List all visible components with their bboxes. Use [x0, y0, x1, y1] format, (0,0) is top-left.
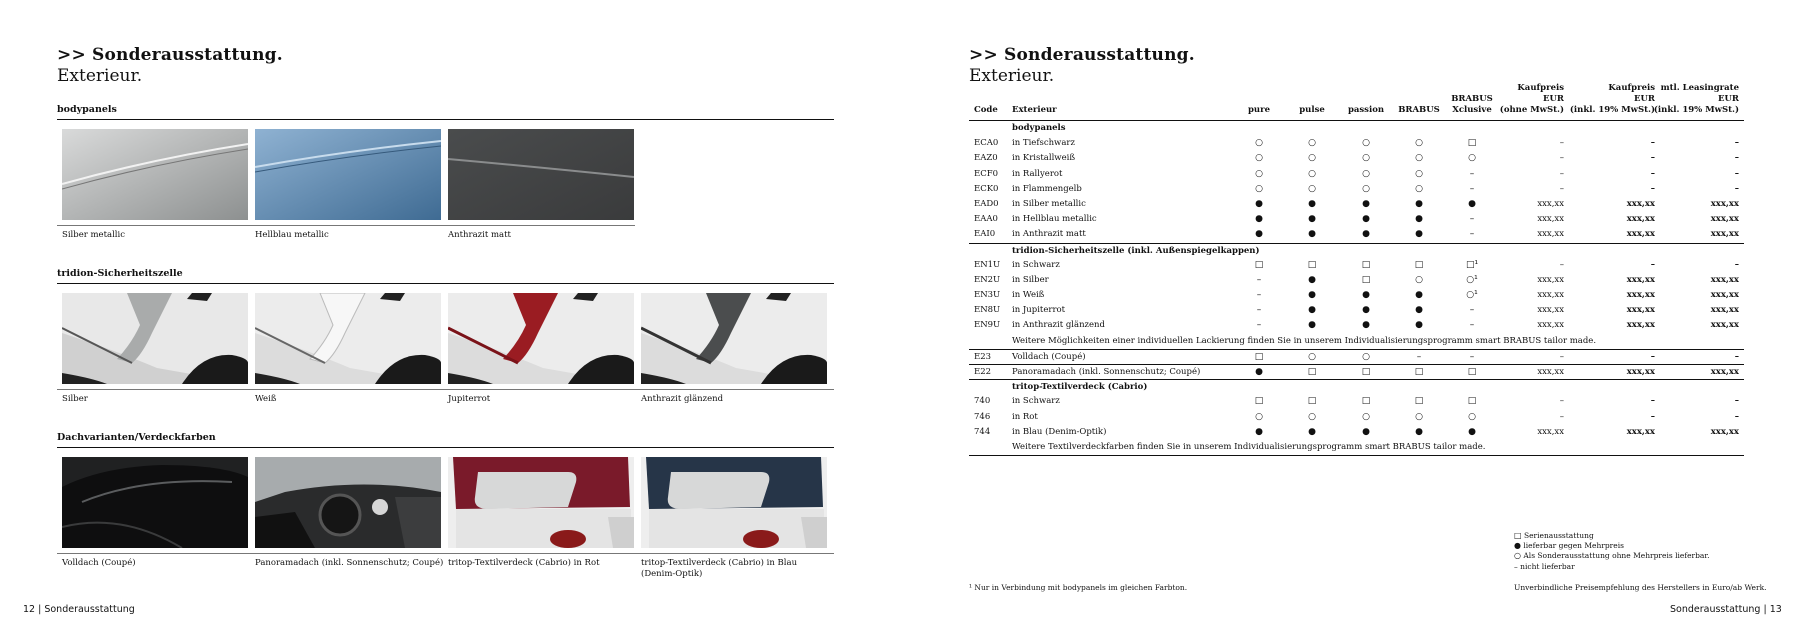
price-note: Unverbindliche Preisempfehlung des Herstellers in Euro/ab Werk. — [1514, 583, 1767, 592]
cell-price: xxx,xx — [1626, 214, 1655, 225]
cell-price: – — [1650, 138, 1655, 149]
option-table — [969, 80, 1744, 456]
cell-code: E22 — [974, 367, 992, 377]
table-row — [969, 227, 1744, 242]
cell-code: EAA0 — [974, 214, 998, 225]
cell-availability: ● — [1362, 305, 1370, 316]
th-pulse: pulse — [1299, 105, 1325, 115]
cell-name: in Rallyerot — [1012, 168, 1063, 179]
cell-price: xxx,xx — [1710, 198, 1739, 209]
legend-nicht: – nicht lieferbar — [1514, 561, 1575, 571]
cell-price: xxx,xx — [1626, 274, 1655, 285]
cell-availability: ○ — [1308, 183, 1316, 194]
cell-price: – — [1559, 396, 1564, 407]
cell-price: – — [1734, 259, 1739, 270]
table-row — [969, 167, 1744, 182]
cell-name: in Anthrazit glänzend — [1012, 320, 1105, 331]
cell-availability: ○ — [1308, 138, 1316, 149]
cell-availability: ● — [1308, 274, 1316, 285]
cell-price: xxx,xx — [1626, 305, 1655, 316]
cell-price: xxx,xx — [1537, 214, 1564, 225]
cell-code: ECF0 — [974, 168, 999, 179]
cell-price: xxx,xx — [1710, 426, 1739, 437]
table-row — [969, 151, 1744, 166]
th-kaufpreis-brutto — [1565, 83, 1655, 116]
cell-price: – — [1559, 411, 1564, 422]
table-row — [969, 303, 1744, 318]
cell-availability: ○ — [1415, 168, 1423, 179]
cell-availability: ○ — [1468, 153, 1476, 164]
cell-price: xxx,xx — [1537, 320, 1564, 331]
cell-code: EN9U — [974, 320, 1001, 331]
cell-price: – — [1559, 168, 1564, 179]
left-title — [57, 45, 283, 87]
cell-price: – — [1650, 259, 1655, 270]
cell-availability: ○ — [1362, 351, 1370, 362]
cell-availability: □ — [1467, 367, 1477, 377]
table-row — [969, 197, 1744, 212]
cell-availability: □ — [1467, 396, 1477, 407]
cell-availability: – — [1469, 305, 1475, 316]
cell-availability: ● — [1415, 320, 1423, 331]
group-title-row — [969, 121, 1744, 136]
cell-availability: ● — [1415, 426, 1423, 437]
cell-availability: ● — [1415, 214, 1423, 225]
th-kp2-c: (inkl. 19% MwSt.) — [1569, 105, 1655, 115]
th-lr-b: EUR — [1718, 94, 1739, 104]
cell-price: – — [1650, 351, 1655, 362]
group-note: Weitere Möglichkeiten einer individuellen Lackierung finden Sie in unserem Individualisierungsprogramm smart BRABUS tailor made. — [1012, 335, 1597, 346]
cell-availability: ● — [1255, 229, 1263, 240]
cell-availability: ○¹ — [1466, 274, 1478, 285]
cell-name: in Tiefschwarz — [1012, 138, 1075, 149]
cell-code: E23 — [974, 351, 992, 362]
cell-availability: □ — [1361, 367, 1371, 377]
th-pure: pure — [1247, 105, 1270, 115]
th-kp1-c: (ohne MwSt.) — [1499, 105, 1564, 115]
cell-name: in Kristallweiß — [1012, 153, 1076, 164]
cell-availability: □ — [1307, 259, 1317, 270]
group-title-row — [969, 243, 1744, 258]
table-row — [969, 318, 1744, 333]
cell-availability: – — [1256, 290, 1262, 301]
cell-availability: – — [1469, 183, 1475, 194]
cell-code: EN2U — [974, 274, 1001, 285]
caption-silber-metallic: Silber metallic — [62, 230, 125, 240]
th-kp1-a: Kaufpreis — [1517, 83, 1564, 93]
bodypanels-row — [57, 121, 834, 240]
legend-serie-symbol: □ — [1514, 531, 1522, 540]
cell-price: – — [1734, 351, 1739, 362]
cell-availability: ○ — [1255, 183, 1263, 194]
section-heading-bodypanels: bodypanels — [57, 104, 834, 120]
cell-price: xxx,xx — [1710, 214, 1739, 225]
cell-price: xxx,xx — [1626, 290, 1655, 301]
cell-availability: ○ — [1308, 153, 1316, 164]
legend — [1514, 531, 1710, 572]
th-lr-a: mtl. Leasingrate — [1660, 83, 1739, 93]
th-kp1-b: EUR — [1543, 94, 1564, 104]
cell-availability: ● — [1255, 367, 1263, 377]
cell-availability: – — [1256, 305, 1262, 316]
note-row — [969, 334, 1744, 349]
cell-price: xxx,xx — [1537, 229, 1564, 240]
cell-code: EAI0 — [974, 229, 996, 240]
cell-availability: ○ — [1255, 138, 1263, 149]
cell-price: – — [1734, 396, 1739, 407]
cell-price: xxx,xx — [1537, 198, 1564, 209]
cell-availability: ○ — [1362, 138, 1370, 149]
cell-price: xxx,xx — [1626, 198, 1655, 209]
cell-availability: ● — [1468, 426, 1476, 437]
cell-price: – — [1734, 153, 1739, 164]
cell-name: in Schwarz — [1012, 396, 1060, 407]
table-row — [969, 394, 1744, 409]
cell-availability: ○ — [1415, 138, 1423, 149]
cell-availability: □¹ — [1465, 259, 1479, 270]
right-title-main: >> Sonderausstattung. — [969, 45, 1195, 65]
legend-mehr-symbol: ● — [1514, 541, 1521, 551]
cell-availability: ● — [1308, 290, 1316, 301]
cell-availability: ○ — [1415, 153, 1423, 164]
cell-code: 744 — [974, 426, 991, 437]
cell-price: xxx,xx — [1626, 426, 1655, 437]
group-title: tridion-Sicherheitszelle (inkl. Außenspiegelkappen) — [1012, 245, 1260, 256]
cell-availability: □ — [1254, 259, 1264, 270]
legend-serie — [1514, 531, 1710, 541]
cell-price: xxx,xx — [1710, 290, 1739, 301]
divider — [57, 553, 834, 554]
cell-price: – — [1559, 138, 1564, 149]
cell-availability: ○ — [1415, 274, 1423, 285]
cell-availability: ○ — [1468, 411, 1476, 422]
table-row — [969, 273, 1744, 288]
cell-availability: – — [1256, 274, 1262, 285]
cell-code: EN3U — [974, 290, 1001, 301]
section-heading-tridion: tridion-Sicherheitszelle — [57, 268, 834, 284]
cell-price: xxx,xx — [1710, 367, 1739, 377]
cell-price: xxx,xx — [1537, 367, 1564, 377]
table-row — [969, 410, 1744, 425]
cell-price: – — [1559, 183, 1564, 194]
cell-availability: ● — [1362, 290, 1370, 301]
cell-availability: □ — [1307, 396, 1317, 407]
table-row — [969, 182, 1744, 197]
legend-mehrpreis — [1514, 541, 1710, 551]
table-row — [969, 288, 1744, 303]
cell-availability: ● — [1415, 305, 1423, 316]
cell-availability: ○ — [1362, 183, 1370, 194]
cell-code: ECA0 — [974, 138, 999, 149]
cell-availability: – — [1469, 320, 1475, 331]
cell-price: xxx,xx — [1626, 367, 1655, 377]
caption-tridion-weiss: Weiß — [255, 394, 277, 404]
cell-price: – — [1650, 411, 1655, 422]
note-row — [969, 440, 1744, 455]
cell-availability: ○ — [1255, 153, 1263, 164]
cell-availability: ● — [1255, 426, 1263, 437]
table-row — [969, 136, 1744, 151]
cell-availability: – — [1469, 168, 1475, 179]
cell-price: xxx,xx — [1626, 320, 1655, 331]
cell-name: in Blau (Denim-Optik) — [1012, 426, 1107, 437]
th-kp2-a: Kaufpreis — [1608, 83, 1655, 93]
left-title-sub: Exterieur. — [57, 66, 143, 86]
cell-availability: – — [1256, 320, 1262, 331]
caption-anthrazit-matt: Anthrazit matt — [448, 230, 511, 240]
cell-price: xxx,xx — [1537, 290, 1564, 301]
table-row — [969, 364, 1744, 379]
cell-name: in Anthrazit matt — [1012, 229, 1086, 240]
caption-hellblau-metallic: Hellblau metallic — [255, 230, 329, 240]
th-kaufpreis-netto — [1474, 83, 1564, 116]
cell-name: in Silber — [1012, 274, 1049, 285]
cell-availability: – — [1469, 214, 1475, 225]
table-header — [969, 80, 1744, 121]
cell-price: xxx,xx — [1710, 229, 1739, 240]
cell-availability: – — [1469, 229, 1475, 240]
cell-name: in Silber metallic — [1012, 198, 1086, 209]
cell-availability: □ — [1254, 396, 1264, 407]
cell-availability: ○ — [1255, 411, 1263, 422]
group-note: Weitere Textilverdeckfarben finden Sie in unserem Individualisierungsprogramm smart BRABUS tailor made. — [1012, 441, 1486, 452]
right-page-footer: Sonderausstattung | 13 — [1670, 604, 1782, 615]
cell-availability: ○ — [1255, 168, 1263, 179]
cell-name: in Rot — [1012, 411, 1038, 422]
cell-availability: □ — [1361, 396, 1371, 407]
cell-name: in Jupiterrot — [1012, 305, 1066, 316]
cell-availability: ○ — [1362, 411, 1370, 422]
cell-code: EAD0 — [974, 198, 999, 209]
cell-price: – — [1650, 168, 1655, 179]
table-end-rule — [969, 455, 1744, 456]
cell-availability: ● — [1415, 290, 1423, 301]
cell-availability: ● — [1362, 214, 1370, 225]
th-exterieur: Exterieur — [1012, 105, 1057, 115]
cell-price: – — [1559, 351, 1564, 362]
cell-code: ECK0 — [974, 183, 999, 194]
cell-availability: ○ — [1415, 411, 1423, 422]
th-passion: passion — [1347, 105, 1385, 115]
caption-tritop-blau: tritop-Textilverdeck (Cabrio) in Blau (Denim-Optik) — [641, 558, 798, 579]
footnote: ¹ Nur in Verbindung mit bodypanels im gleichen Farbton. — [969, 583, 1188, 592]
dach-row — [57, 449, 834, 579]
cell-availability: □ — [1307, 367, 1317, 377]
cell-code: 746 — [974, 411, 991, 422]
cell-availability: ● — [1308, 320, 1316, 331]
tridion-row — [57, 285, 834, 404]
cell-price: xxx,xx — [1626, 229, 1655, 240]
group-title-row — [969, 379, 1744, 394]
th-leasingrate — [1649, 83, 1739, 116]
right-title-sub: Exterieur. — [969, 66, 1055, 86]
th-kp2-b: EUR — [1634, 94, 1655, 104]
cell-price: xxx,xx — [1710, 274, 1739, 285]
cell-name: Volldach (Coupé) — [1012, 351, 1086, 362]
cell-availability: ○¹ — [1466, 290, 1478, 301]
cell-availability: – — [1469, 351, 1475, 362]
table-row — [969, 349, 1744, 364]
cell-availability: ● — [1308, 426, 1316, 437]
cell-availability: ● — [1255, 214, 1263, 225]
table-row — [969, 258, 1744, 273]
caption-panoramadach: Panoramadach (inkl. Sonnenschutz; Coupé) — [255, 558, 444, 568]
cell-availability: ○ — [1308, 168, 1316, 179]
th-lr-c: (inkl. 19% MwSt.) — [1653, 105, 1739, 115]
cell-name: in Weiß — [1012, 290, 1045, 301]
cell-availability: ● — [1415, 198, 1423, 209]
cell-availability: ○ — [1308, 351, 1316, 362]
cell-availability: ● — [1308, 305, 1316, 316]
cell-availability: ● — [1308, 214, 1316, 225]
cell-price: – — [1559, 259, 1564, 270]
cell-price: – — [1650, 183, 1655, 194]
cell-availability: ● — [1308, 198, 1316, 209]
th-brabus-x2: Xclusive — [1452, 105, 1492, 115]
cell-name: in Hellblau metallic — [1012, 214, 1097, 225]
cell-availability: ○ — [1308, 411, 1316, 422]
group-title: bodypanels — [1012, 123, 1066, 133]
cell-availability: ● — [1362, 229, 1370, 240]
cell-availability: □ — [1254, 351, 1264, 362]
cell-price: – — [1734, 168, 1739, 179]
cell-price: xxx,xx — [1710, 320, 1739, 331]
table-row — [969, 425, 1744, 440]
cell-price: – — [1650, 153, 1655, 164]
cell-availability: ● — [1362, 198, 1370, 209]
cell-availability: □ — [1467, 138, 1477, 149]
cell-availability: ● — [1362, 426, 1370, 437]
legend-serie-label: Serienausstattung — [1523, 531, 1594, 540]
cell-availability: ● — [1362, 320, 1370, 331]
cell-price: – — [1734, 138, 1739, 149]
legend-mehr-label: lieferbar gegen Mehrpreis — [1523, 541, 1624, 551]
cell-name: in Flammengelb — [1012, 183, 1082, 194]
caption-tridion-silber: Silber — [62, 394, 88, 404]
cell-availability: ○ — [1362, 168, 1370, 179]
cell-availability: ● — [1415, 229, 1423, 240]
caption-tridion-jupiterrot: Jupiterrot — [448, 394, 491, 404]
cell-price: xxx,xx — [1710, 305, 1739, 316]
cell-price: – — [1734, 411, 1739, 422]
legend-ohne — [1514, 551, 1710, 561]
section-heading-dach: Dachvarianten/Verdeckfarben — [57, 432, 834, 448]
cell-code: 740 — [974, 396, 991, 407]
cell-code: EAZ0 — [974, 153, 998, 164]
cell-name: Panoramadach (inkl. Sonnenschutz; Coupé) — [1012, 367, 1201, 377]
cell-availability: □ — [1414, 367, 1424, 377]
cell-price: – — [1559, 153, 1564, 164]
left-page-footer: 12 | Sonderausstattung — [23, 604, 135, 615]
divider — [57, 225, 635, 226]
cell-name: in Schwarz — [1012, 259, 1060, 270]
cell-code: EN8U — [974, 305, 1001, 316]
cell-price: xxx,xx — [1537, 426, 1564, 437]
table-row — [969, 212, 1744, 227]
cell-availability: ● — [1255, 198, 1263, 209]
cell-code: EN1U — [974, 259, 1001, 270]
group-title: tritop-Textilverdeck (Cabrio) — [1012, 382, 1148, 393]
cell-availability: □ — [1414, 259, 1424, 270]
cell-availability: □ — [1361, 274, 1371, 285]
th-brabus-x1: BRABUS — [1451, 94, 1493, 104]
cell-availability: – — [1416, 351, 1422, 362]
cell-price: xxx,xx — [1537, 274, 1564, 285]
caption-tritop-rot: tritop-Textilverdeck (Cabrio) in Rot — [448, 558, 600, 568]
th-brabus: BRABUS — [1398, 105, 1440, 115]
th-code: Code — [974, 105, 998, 115]
left-title-main: >> Sonderausstattung. — [57, 45, 283, 65]
divider — [57, 389, 834, 390]
caption-volldach: Volldach (Coupé) — [62, 558, 136, 568]
legend-ohne-symbol: ○ — [1514, 551, 1521, 561]
cell-price: – — [1734, 183, 1739, 194]
cell-availability: ○ — [1362, 153, 1370, 164]
cell-availability: ● — [1308, 229, 1316, 240]
cell-availability: □ — [1361, 259, 1371, 270]
cell-availability: ● — [1468, 198, 1476, 209]
cell-price: xxx,xx — [1537, 305, 1564, 316]
caption-tridion-anthrazit: Anthrazit glänzend — [641, 394, 724, 404]
cell-availability: ○ — [1415, 183, 1423, 194]
legend-ohne-label: Als Sonderausstattung ohne Mehrpreis lieferbar. — [1523, 551, 1710, 561]
cell-price: – — [1650, 396, 1655, 407]
cell-availability: □ — [1414, 396, 1424, 407]
table-body — [969, 121, 1744, 456]
